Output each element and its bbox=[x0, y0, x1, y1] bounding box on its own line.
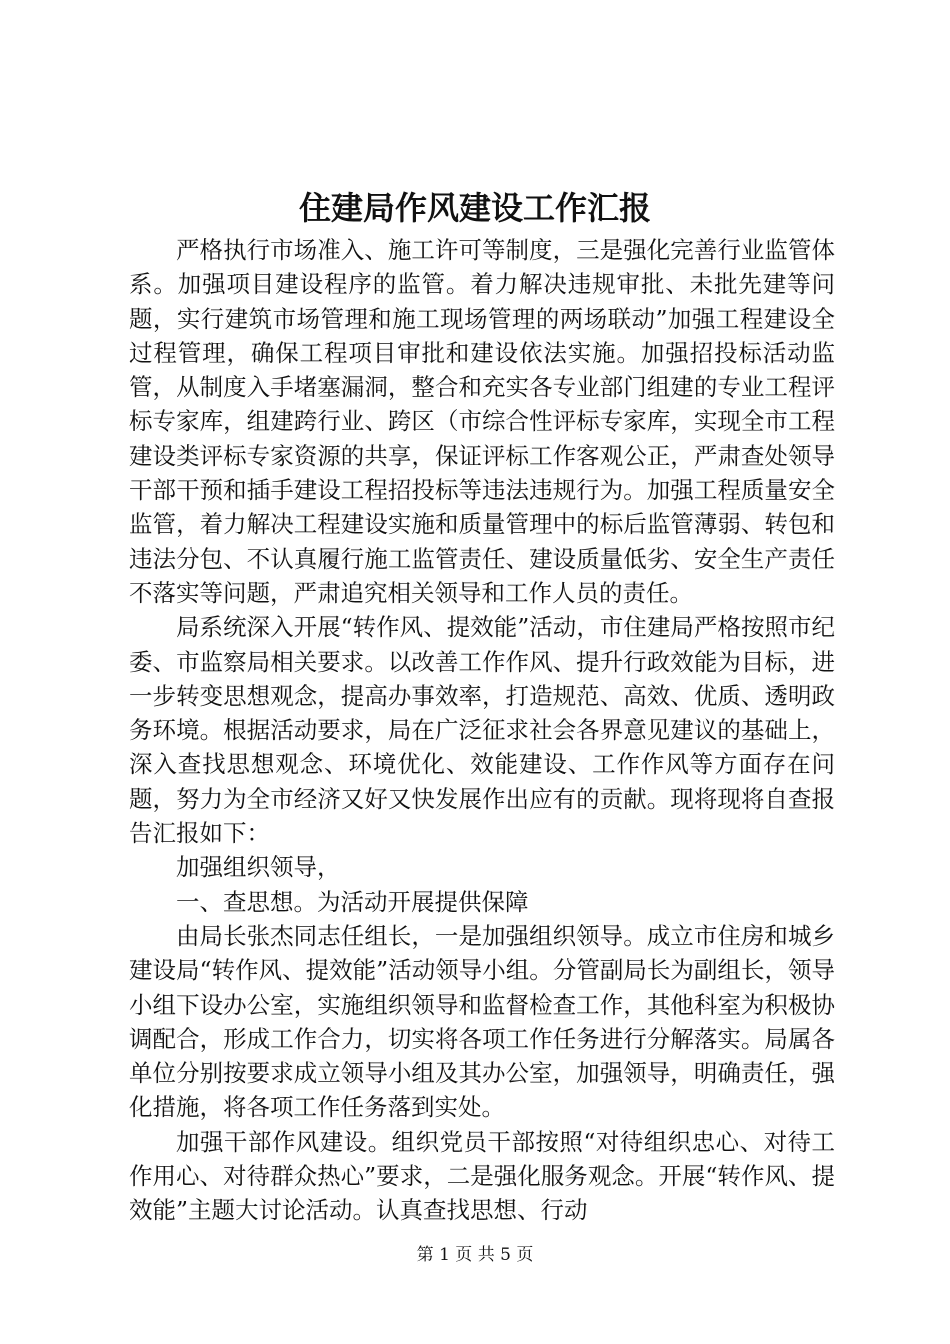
paragraph-4: 一、查思想。为活动开展提供保障 bbox=[176, 887, 529, 916]
page-number-footer: 第 1 页 共 5 页 bbox=[416, 1245, 534, 1265]
paragraph-6: 加强干部作风建设。组织党员干部按照“对待组织忠心、对待工作用心、对待群众热心”要求，二是强化服务观念。开展“转作风、提效能”主题大讨论活动。认真查找思想、行动 bbox=[129, 1127, 835, 1225]
paragraph-1: 严格执行市场准入、施工许可等制度，三是强化完善行业监管体系。加强项目建设程序的监管。着力解决违规审批、未批先建等问题，实行建筑市场管理和施工现场管理的两场联动”加强工程建设全过程管理，确保工程项目审批和建设依法实施。加强招投标活动监管，从制度入手堵塞漏洞，整合和充实各专业部门组建的专业工程评标专家库，组建跨行业、跨区（市综合性评标专家库，实现全市工程建设类评标专家资源的共享，保证评标工作客观公正，严肃查处领导干部干预和插手建设工程招投标等违法违规行为。加强工程质量安全监管，着力解决工程建设实施和质量管理中的标后监管薄弱、转包和违法分包、不认真履行施工监管责任、建设质量低劣、安全生产责任不落实等问题，严肃追究相关领导和工作人员的责任。 bbox=[129, 236, 835, 607]
paragraph-2: 局系统深入开展“转作风、提效能”活动，市住建局严格按照市纪委、市监察局相关要求。以改善工作作风、提升行政效能为目标，进一步转变思想观念，提高办事效率，打造规范、高效、优质、透明政务环境。根据活动要求，局在广泛征求社会各界意见建议的基础上，深入查找思想观念、环境优化、效能建设、工作作风等方面存在问题，努力为全市经济又好又快发展作出应有的贡献。现将现将自查报告汇报如下： bbox=[129, 613, 835, 848]
document-title: 住建局作风建设工作汇报 bbox=[298, 189, 651, 227]
paragraph-5: 由局长张杰同志任组长，一是加强组织领导。成立市住房和城乡建设局“转作风、提效能”活动领导小组。分管副局长为副组长，领导小组下设办公室，实施组织领导和监督检查工作，其他科室为积极协调配合，形成工作合力，切实将各项工作任务进行分解落实。局属各单位分别按要求成立领导小组及其办公室，加强领导，明确责任，强化措施，将各项工作任务落到实处。 bbox=[129, 921, 835, 1122]
paragraph-3: 加强组织领导， bbox=[176, 853, 341, 882]
document-body bbox=[129, 233, 835, 1228]
